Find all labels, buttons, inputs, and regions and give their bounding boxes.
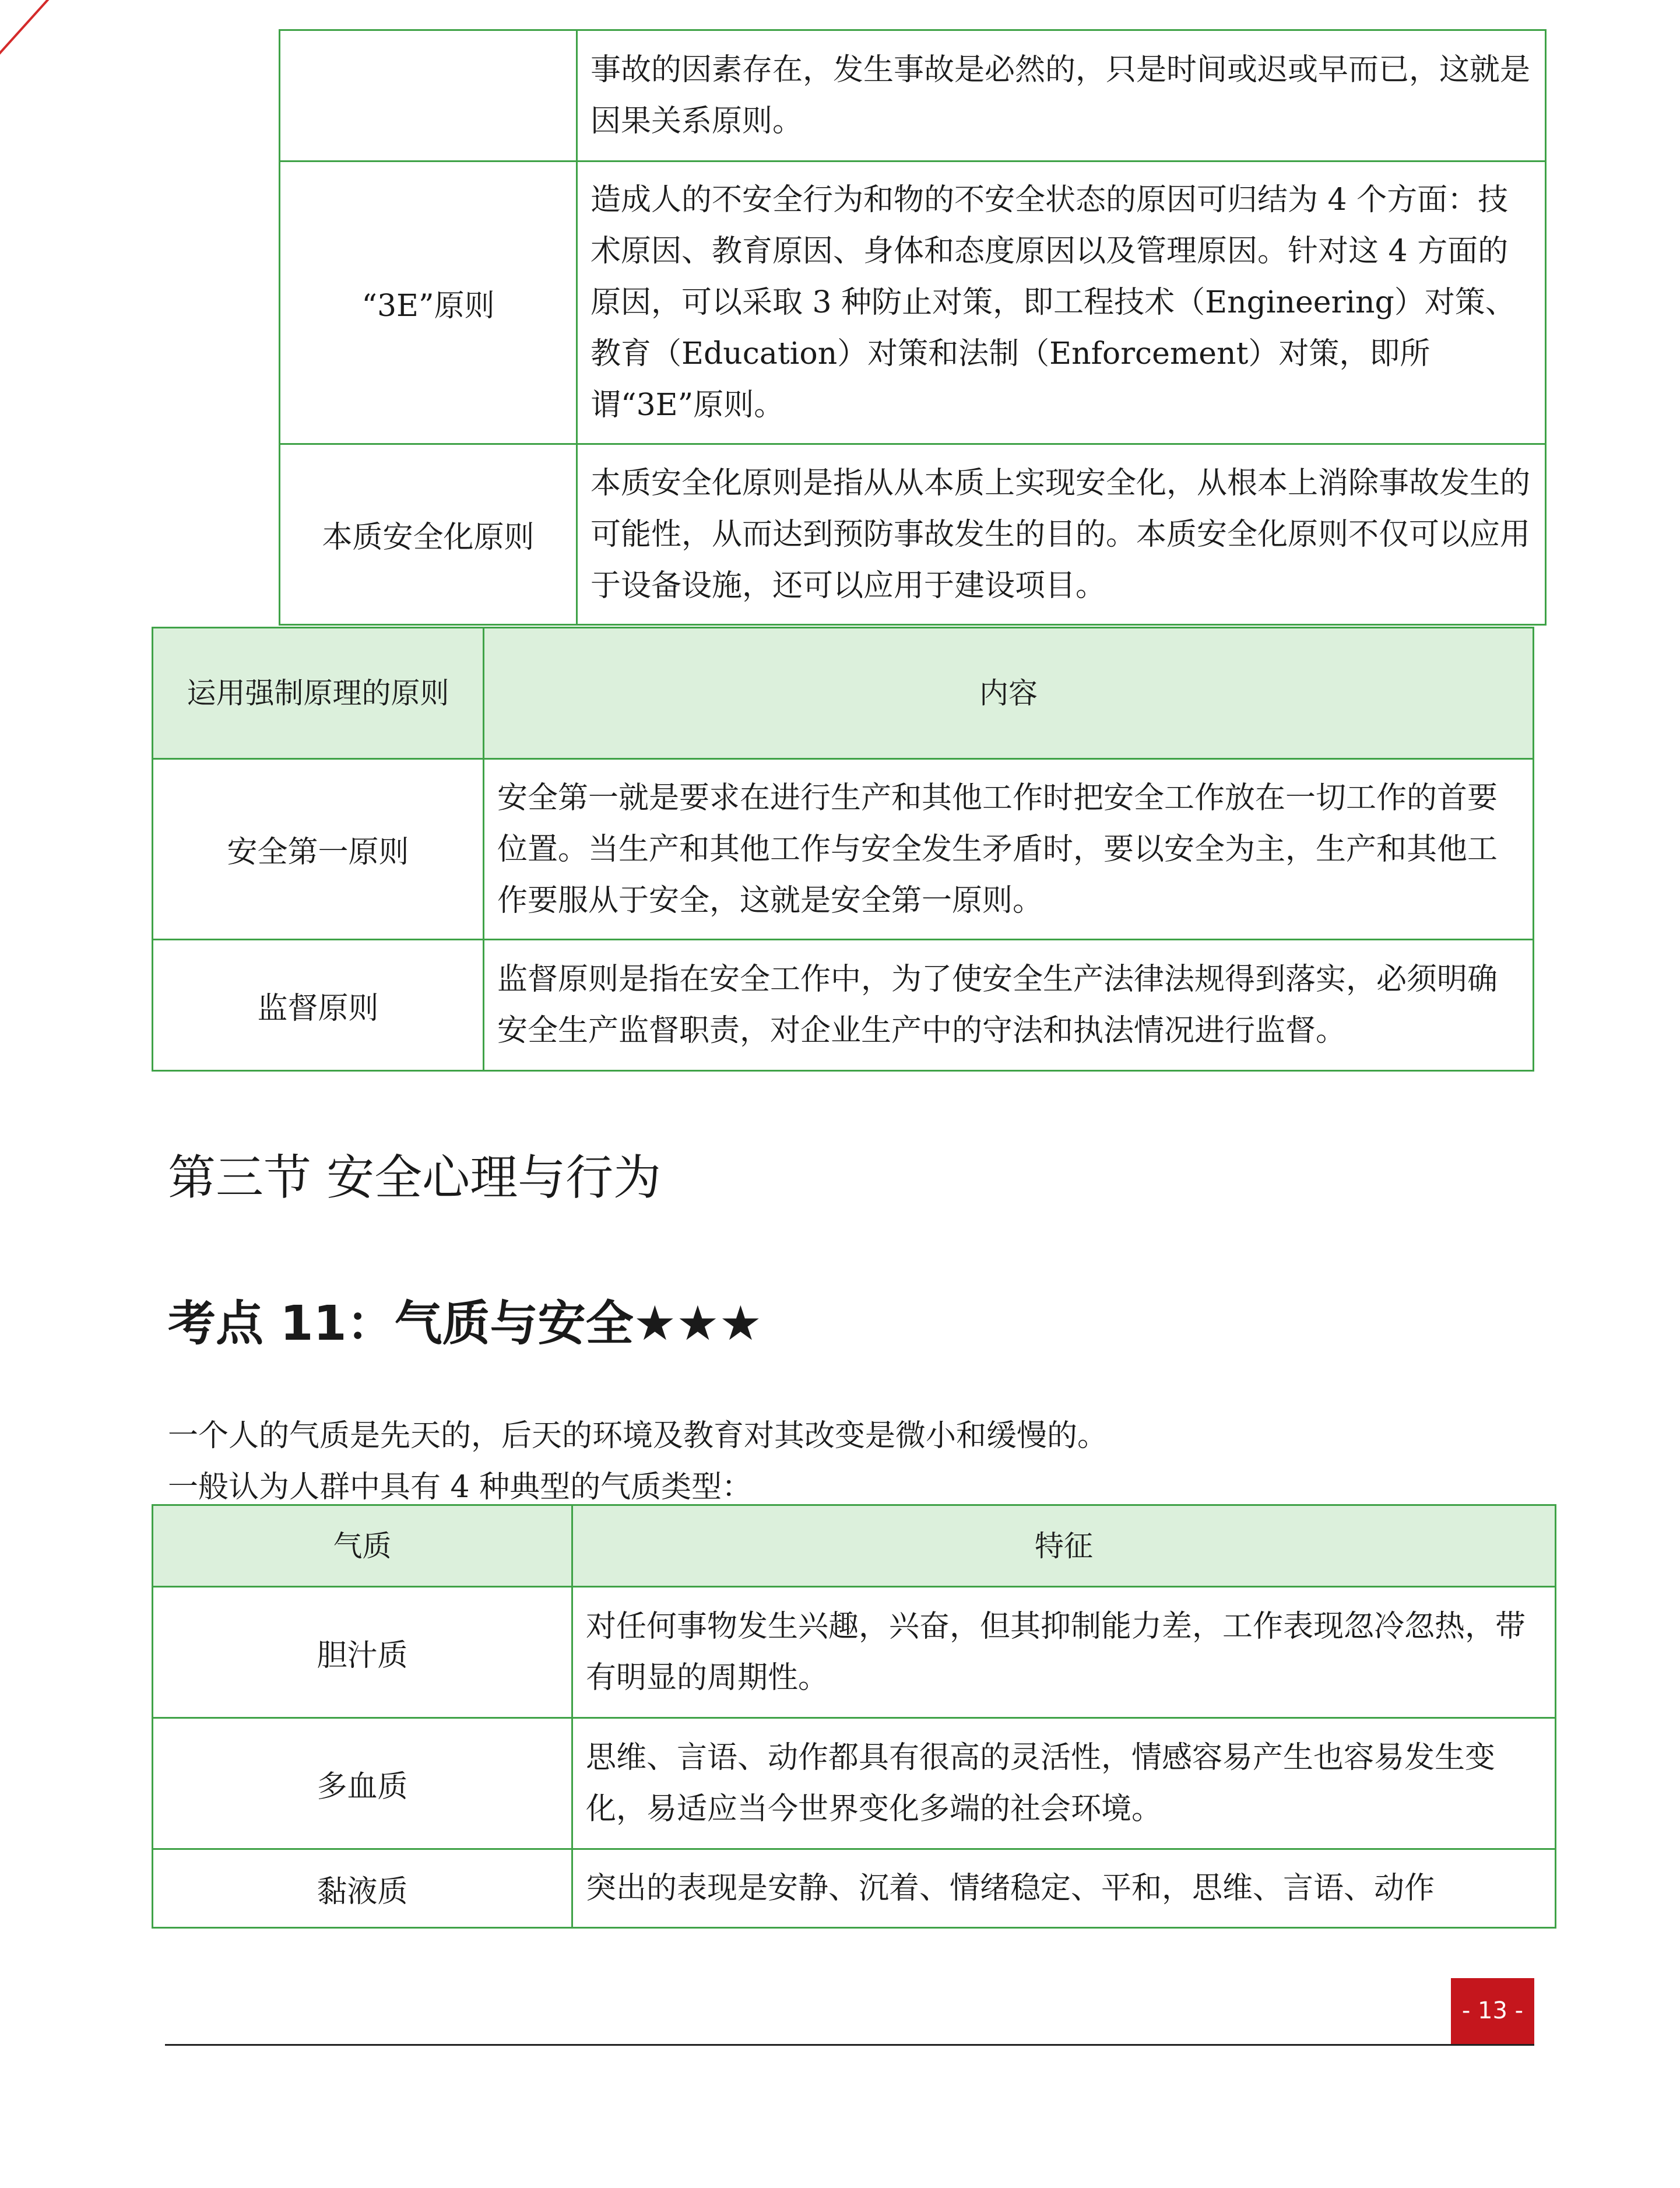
header-feature: 特征 [572, 1505, 1556, 1587]
table-row [153, 1849, 1556, 1928]
paragraph: 一般认为人群中具有 4 种典型的气质类型： [168, 1470, 753, 1505]
row-content: 造成人的不安全行为和物的不安全状态的原因可归结为 4 个方面：技术原因、教育原因、身体和态度原因以及管理原因。针对这 4 方面的原因，可以采取 3 种防止对策，即工程技术（Engineering）对策、教育（Education）对策和法制（Enforcement）对策，即所谓“3E”原则。 [577, 161, 1546, 444]
principles-table-continued [279, 29, 1547, 626]
header-temperament: 气质 [153, 1505, 572, 1587]
table-row [280, 30, 1546, 161]
enforcement-principles-table [152, 627, 1534, 1072]
row-label: 安全第一原则 [153, 759, 484, 940]
temperament-table [152, 1504, 1556, 1929]
row-content: 突出的表现是安静、沉着、情绪稳定、平和，思维、言语、动作 [572, 1849, 1556, 1928]
table-row [153, 1587, 1556, 1718]
kaodian-title: 考点 11：气质与安全★★★ [168, 1296, 762, 1351]
row-content: 思维、言语、动作都具有很高的灵活性，情感容易产生也容易发生变化，易适应当今世界变化多端的社会环境。 [572, 1718, 1556, 1849]
header-content: 内容 [484, 628, 1534, 759]
row-content: 对任何事物发生兴趣，兴奋，但其抑制能力差，工作表现忽冷忽热，带有明显的周期性。 [572, 1587, 1556, 1718]
table-header-row [153, 628, 1534, 759]
table-row [153, 1718, 1556, 1849]
table-row [153, 940, 1534, 1071]
row-label: 本质安全化原则 [280, 444, 577, 625]
row-content: 安全第一就是要求在进行生产和其他工作时把安全工作放在一切工作的首要位置。当生产和其他工作与安全发生矛盾时，要以安全为主，生产和其他工作要服从于安全，这就是安全第一原则。 [484, 759, 1534, 940]
row-content: 本质安全化原则是指从从本质上实现安全化，从根本上消除事故发生的可能性，从而达到预防事故发生的目的。本质安全化原则不仅可以应用于设备设施，还可以应用于建设项目。 [577, 444, 1546, 625]
paragraph: 一个人的气质是先天的，后天的环境及教育对其改变是微小和缓慢的。 [168, 1418, 1108, 1453]
table-header-row [153, 1505, 1556, 1587]
table-row [280, 444, 1546, 625]
footer-divider [165, 2044, 1534, 2046]
row-label: 监督原则 [153, 940, 484, 1071]
row-label: “3E”原则 [280, 161, 577, 444]
row-label [280, 30, 577, 161]
row-content: 监督原则是指在安全工作中，为了使安全生产法律法规得到落实，必须明确安全生产监督职责，对企业生产中的守法和执法情况进行监督。 [484, 940, 1534, 1071]
header-principle: 运用强制原理的原则 [153, 628, 484, 759]
row-label: 黏液质 [153, 1849, 572, 1928]
table-row [280, 161, 1546, 444]
row-label: 胆汁质 [153, 1587, 572, 1718]
row-label: 多血质 [153, 1718, 572, 1849]
table-row [153, 759, 1534, 940]
page-number-badge: - 13 - [1451, 1978, 1534, 2044]
corner-decoration [0, 0, 57, 66]
row-content: 事故的因素存在，发生事故是必然的，只是时间或迟或早而已，这就是因果关系原则。 [577, 30, 1546, 161]
section-title: 第三节 安全心理与行为 [168, 1150, 662, 1206]
